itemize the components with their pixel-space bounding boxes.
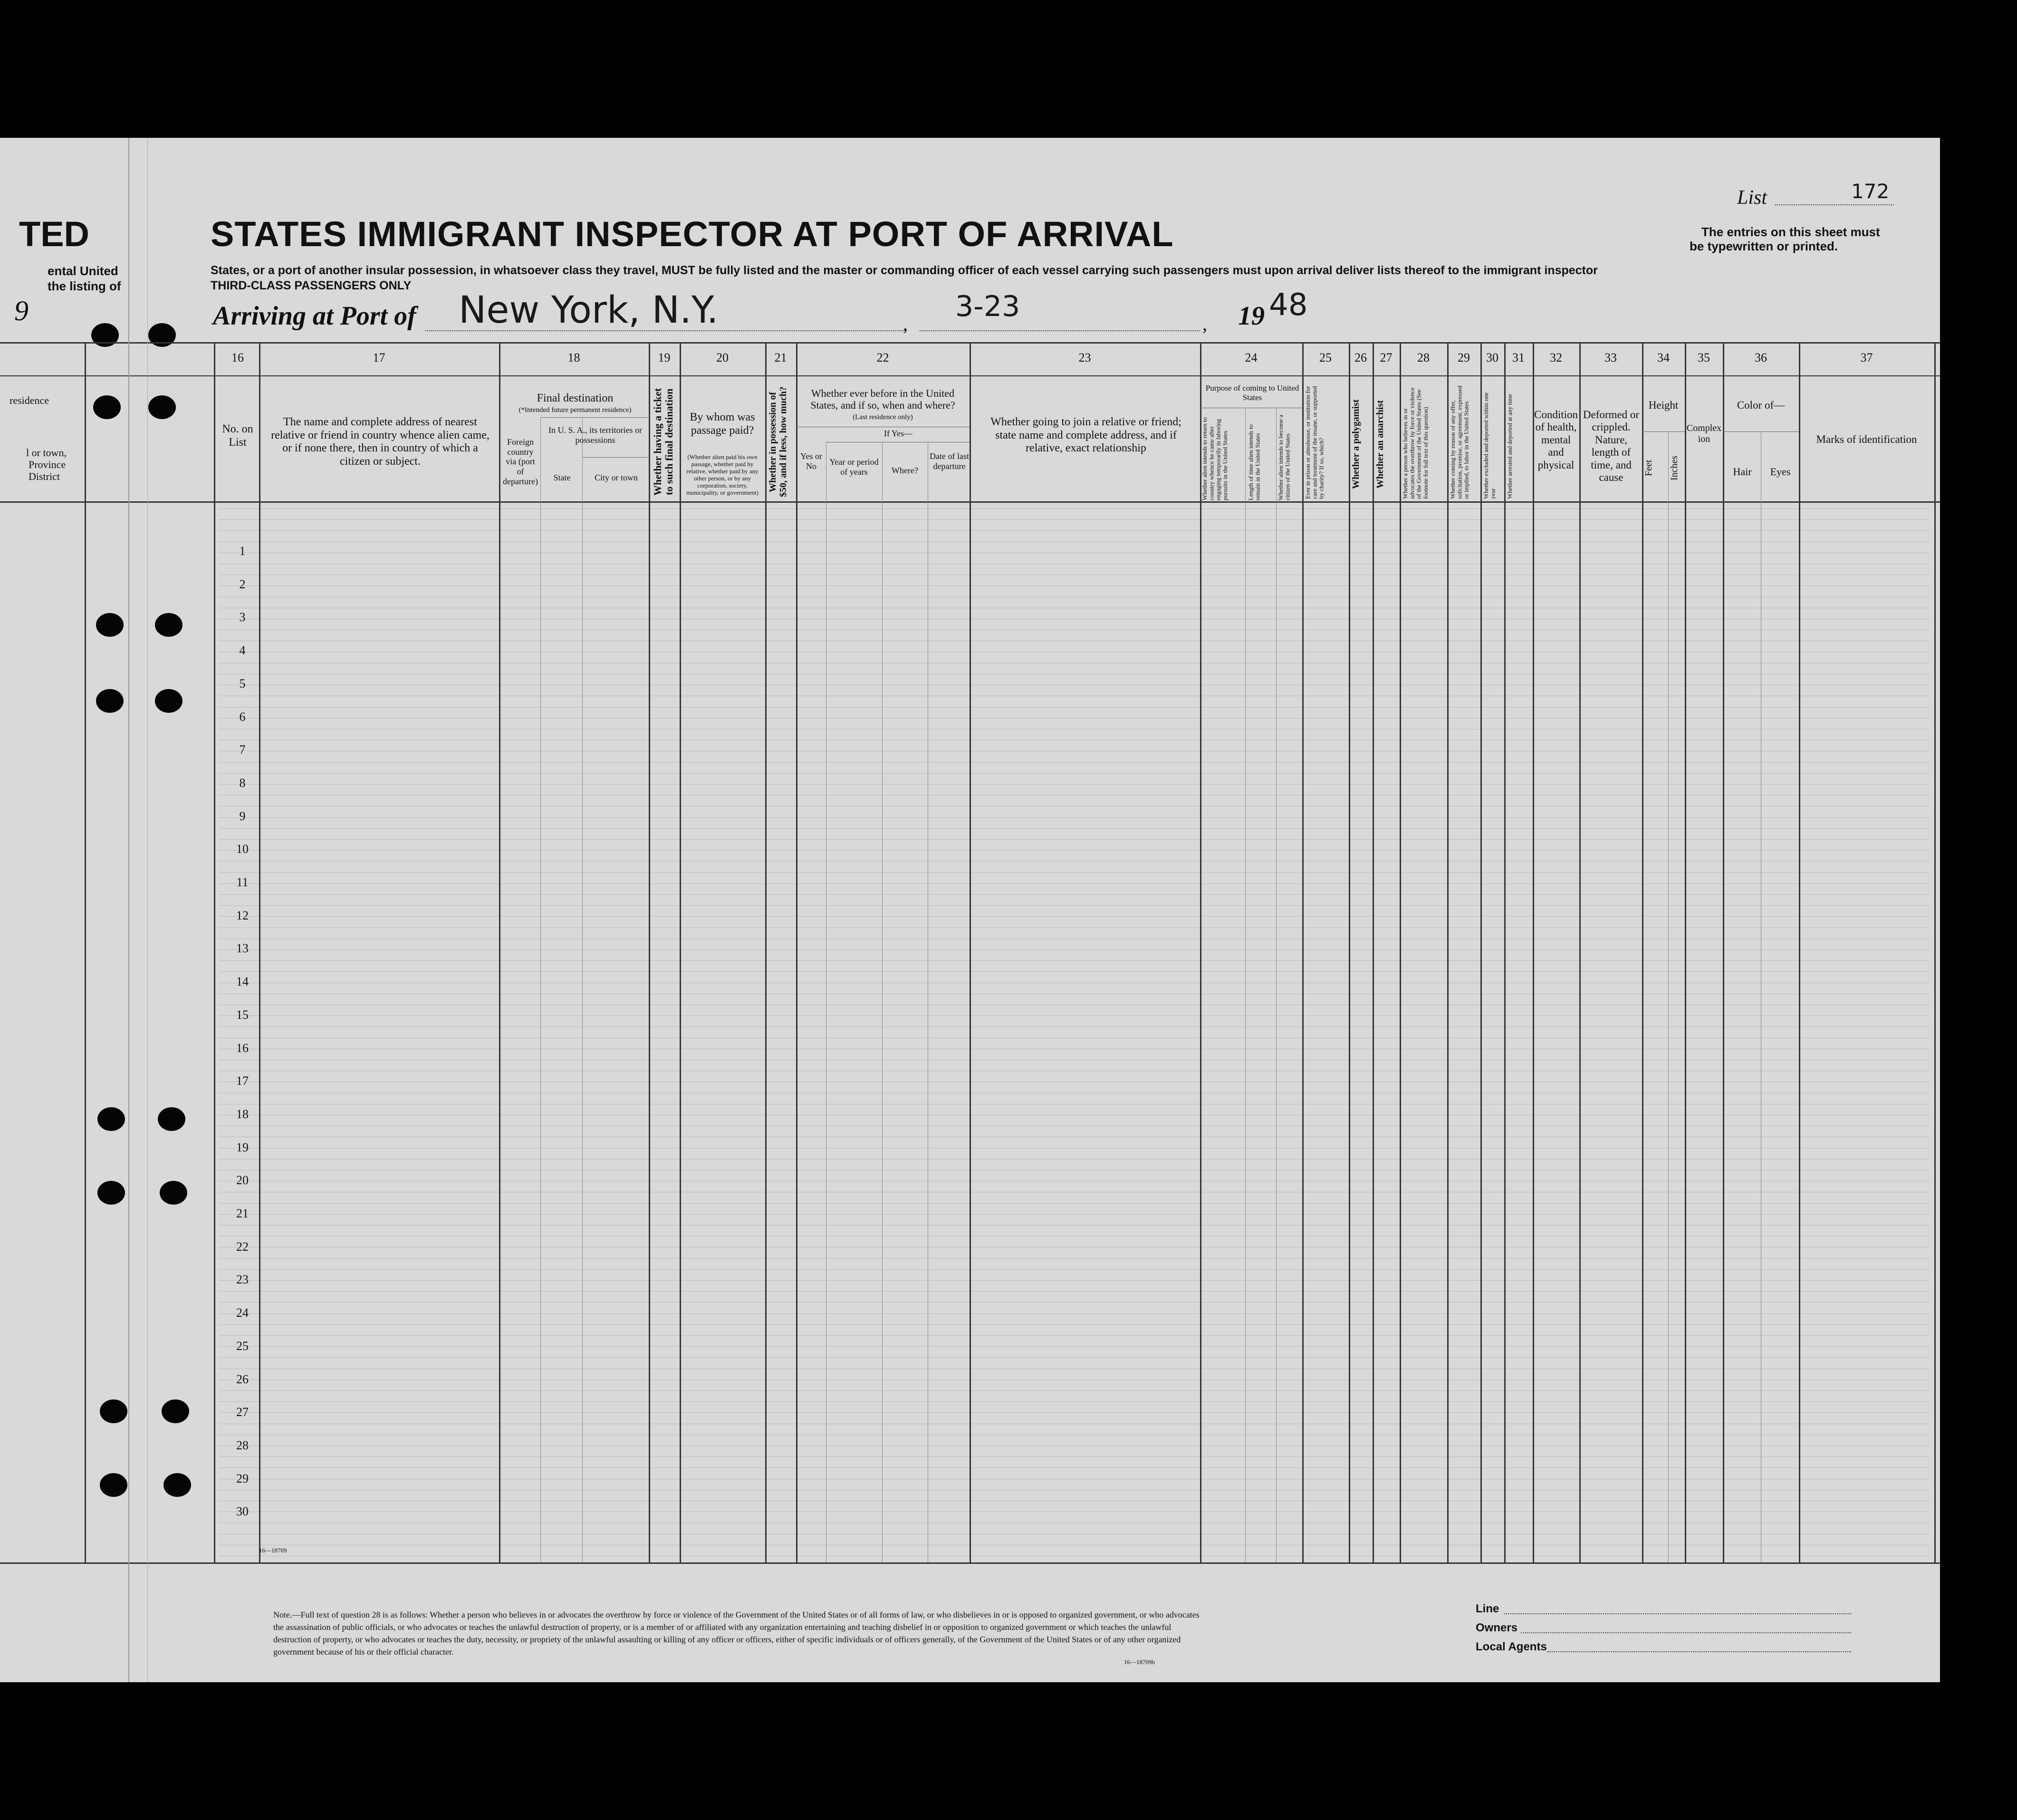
row-number: 12 bbox=[236, 908, 249, 922]
header-purpose-return: Whether alien intends to return to country whence he came after engaging temporarily in laboring pursuits in the United States bbox=[1201, 417, 1229, 500]
list-number: 172 bbox=[1851, 180, 1890, 203]
sub-rule bbox=[540, 417, 650, 418]
header-joining-relative: Whether going to join a relative or friend; state name and complete address, and if relative, exact relationship bbox=[990, 416, 1181, 455]
subtitle-line1: States, or a port of another insular possession, in whatsoever class they travel, MUST be fully listed and the master or commanding officer of each vessel carrying such passengers must upon arrival deliver lists thereof to the immigrant inspector bbox=[211, 264, 1598, 277]
date-handwritten: 3-23 bbox=[955, 290, 1020, 323]
col-line bbox=[1504, 342, 1506, 1562]
colnum-25: 25 bbox=[1319, 351, 1332, 364]
colnum-28: 28 bbox=[1417, 351, 1430, 364]
footnote-code: 16—18709b bbox=[1124, 1658, 1155, 1666]
col-line bbox=[796, 342, 797, 1562]
header-final-destination: Final destination bbox=[537, 392, 614, 404]
ruled-line bbox=[219, 850, 1930, 851]
header-complexion: Complexion bbox=[1686, 423, 1722, 444]
punch-hole bbox=[148, 395, 176, 419]
punch-hole bbox=[97, 1181, 125, 1205]
ruled-line bbox=[219, 960, 1930, 961]
header-inches: Inches bbox=[1669, 455, 1680, 481]
col-line-thin bbox=[1276, 409, 1277, 1562]
header-in-usa: In U. S. A., its territories or possessions bbox=[548, 425, 642, 445]
ruled-line bbox=[219, 1401, 1930, 1402]
header-passage-paid-sub: (Whether alien paid his own passage, whether paid by relative, whether paid by any other person, or by any corporation, society, municipality, or government) bbox=[686, 453, 759, 496]
header-marks: Marks of identification bbox=[1816, 433, 1917, 445]
ruled-line bbox=[219, 894, 1930, 895]
colnum-23: 23 bbox=[1078, 351, 1091, 364]
footer-line-dotline bbox=[1504, 1613, 1851, 1614]
list-dotline bbox=[1775, 204, 1894, 205]
residence-label: residence bbox=[10, 394, 49, 406]
row-number: 11 bbox=[236, 875, 249, 889]
row-number: 1 bbox=[239, 544, 246, 558]
colnum-17: 17 bbox=[373, 351, 385, 364]
manifest-sheet bbox=[0, 138, 1940, 1682]
header-yes-or-no: Yes or No bbox=[800, 451, 822, 471]
sub-rule bbox=[1723, 431, 1799, 432]
port-handwritten: New York, N.Y. bbox=[459, 289, 719, 332]
header-purpose-length: Length of time alien intends to remain in the United States bbox=[1247, 424, 1261, 500]
header-hair: Hair bbox=[1733, 466, 1752, 478]
row-number: 23 bbox=[236, 1273, 249, 1287]
header-feet: Feet bbox=[1643, 460, 1654, 477]
ruled-line bbox=[219, 1214, 1930, 1215]
colnum-34: 34 bbox=[1657, 351, 1670, 364]
col-line bbox=[1642, 342, 1643, 1562]
row-number: 18 bbox=[236, 1107, 249, 1121]
colnum-19: 19 bbox=[658, 351, 671, 364]
header-eyes: Eyes bbox=[1770, 466, 1791, 478]
colnum-33: 33 bbox=[1604, 351, 1617, 364]
city-label-3: District bbox=[29, 470, 60, 482]
col-line bbox=[1533, 342, 1534, 1562]
sub-rule bbox=[1642, 431, 1685, 432]
row-number: 21 bbox=[236, 1207, 249, 1220]
ruled-line bbox=[219, 1390, 1930, 1391]
ruled-line bbox=[219, 519, 1930, 520]
colnum-18: 18 bbox=[567, 351, 580, 364]
row-number: 13 bbox=[236, 941, 249, 956]
arriving-label: Arriving at Port of bbox=[213, 301, 416, 331]
subtitle-line2: THIRD-CLASS PASSENGERS ONLY bbox=[211, 279, 412, 292]
header-polygamist: Whether a polygamist bbox=[1351, 399, 1361, 489]
col-line bbox=[1200, 342, 1201, 1562]
row-number: 10 bbox=[236, 842, 249, 856]
row-number: 16 bbox=[236, 1041, 249, 1055]
header-anarchist: Whether an anarchist bbox=[1375, 400, 1385, 489]
colnum-32: 32 bbox=[1550, 351, 1562, 364]
col-line bbox=[1579, 342, 1581, 1562]
header-state: State bbox=[553, 473, 571, 482]
ruled-line bbox=[219, 1026, 1930, 1027]
ruled-line bbox=[219, 707, 1930, 708]
ruled-line bbox=[219, 1269, 1930, 1270]
punch-hole bbox=[93, 395, 121, 419]
footnote: Note.—Full text of question 28 is as follows: Whether a person who believes in or advocates the overthrow by force or violence of the Government of the United States or of all forms of law, or who disbelieves in or is opposed to organized government, or who advocates the assassination of public officials, or who advocates or teaches the unlawful destruction of property, or is a member of or affiliated with any organization entertaining and teaching disbelief in or opposition to organized government or which teaches the unlawful destruction of property, or who advocates or teaches the duty, necessity, or propriety of the unlawful assaulting or killing of any officer or officers, either of specific individuals or of officers generally, of the Government of the United States or of any other organized government because of his or their official character. bbox=[273, 1610, 1200, 1657]
colnum-16: 16 bbox=[231, 351, 244, 364]
header-ever-before-sub: (Last residence only) bbox=[853, 413, 913, 421]
ruled-line bbox=[219, 883, 1930, 884]
row-number: 8 bbox=[239, 776, 246, 790]
ruled-line bbox=[219, 1412, 1930, 1413]
punch-hole bbox=[163, 1473, 191, 1497]
ruled-line bbox=[219, 1015, 1930, 1016]
ruled-line bbox=[219, 1225, 1930, 1226]
col-line-thin bbox=[882, 442, 883, 1562]
ruled-line bbox=[219, 530, 1930, 531]
row-number: 30 bbox=[236, 1504, 249, 1519]
left-line2: the listing of bbox=[48, 279, 121, 293]
header-prison: Ever in prison or almshouse, or institution for care and treatment of the insane, or supported by charity? If so, which? bbox=[1304, 386, 1325, 499]
header-purpose-citizen: Whether alien intends to become a citizen of the United States bbox=[1277, 414, 1291, 500]
col-line bbox=[1302, 342, 1304, 1562]
punch-hole bbox=[97, 1107, 125, 1131]
col-line bbox=[1934, 342, 1936, 1562]
ruled-line bbox=[219, 971, 1930, 972]
comma-1: , bbox=[903, 313, 908, 335]
col-line bbox=[1400, 342, 1401, 1562]
ruled-line bbox=[219, 905, 1930, 906]
col-line bbox=[970, 342, 971, 1562]
header-left-fragment: TED bbox=[19, 214, 89, 254]
ruled-line bbox=[219, 817, 1930, 818]
row-number: 2 bbox=[239, 577, 246, 591]
ruled-line bbox=[219, 1313, 1930, 1314]
footer-owners-dotline bbox=[1521, 1632, 1851, 1633]
form-code: 16—18709 bbox=[259, 1547, 287, 1554]
header-deformed: Deformed or crippled. Nature, length of time, and cause bbox=[1583, 409, 1640, 484]
ruled-line bbox=[219, 861, 1930, 862]
sub-rule bbox=[582, 457, 650, 458]
header-height: Height bbox=[1648, 399, 1679, 411]
ruled-line bbox=[219, 949, 1930, 950]
year-handwritten: 48 bbox=[1269, 287, 1308, 323]
row-number: 14 bbox=[236, 975, 249, 989]
col-line-thin bbox=[540, 418, 541, 1562]
ruled-line bbox=[219, 1148, 1930, 1149]
punch-hole bbox=[155, 613, 182, 637]
header-city-or-town: City or town bbox=[594, 473, 638, 482]
row-number: 17 bbox=[236, 1074, 249, 1088]
col-line bbox=[1480, 342, 1482, 1562]
year-prefix: 19 bbox=[1238, 301, 1265, 331]
colnum-29: 29 bbox=[1458, 351, 1470, 364]
header-where: Where? bbox=[892, 466, 918, 475]
punch-hole bbox=[160, 1181, 187, 1205]
punch-hole bbox=[100, 1473, 127, 1497]
row-number: 20 bbox=[236, 1173, 249, 1188]
typewritten-note-2: be typewritten or printed. bbox=[1690, 239, 1838, 253]
punch-hole bbox=[96, 613, 124, 637]
ruled-line bbox=[219, 1291, 1930, 1292]
ruled-line bbox=[219, 872, 1930, 873]
col-line bbox=[765, 342, 767, 1562]
footer-owners-label: Owners bbox=[1476, 1621, 1518, 1634]
list-label: List bbox=[1737, 187, 1767, 209]
page-fold-line bbox=[128, 138, 129, 1682]
row-number: 28 bbox=[236, 1438, 249, 1452]
ruled-line bbox=[219, 828, 1930, 829]
col-line bbox=[1373, 342, 1374, 1562]
ruled-line bbox=[219, 1203, 1930, 1204]
ruled-line bbox=[219, 508, 1930, 509]
col-line bbox=[499, 342, 500, 1562]
col-line bbox=[1447, 342, 1449, 1562]
ruled-line bbox=[219, 762, 1930, 763]
col-line bbox=[680, 342, 681, 1562]
header-passage-paid: By whom was passage paid? bbox=[690, 411, 755, 437]
colnum-21: 21 bbox=[774, 351, 787, 364]
colnum-24: 24 bbox=[1245, 351, 1258, 364]
row-number: 25 bbox=[236, 1339, 249, 1353]
header-ever-before: Whether ever before in the United States, and if so, when and where? bbox=[810, 387, 955, 412]
colnum-37: 37 bbox=[1860, 351, 1873, 364]
colnum-27: 27 bbox=[1380, 351, 1393, 364]
date-dotline bbox=[920, 330, 1200, 331]
ruled-line bbox=[219, 1467, 1930, 1468]
footer-agents-dotline bbox=[1547, 1651, 1851, 1652]
colnum-30: 30 bbox=[1486, 351, 1498, 364]
header-foreign-country: Foreign country via (port of departure) bbox=[503, 437, 538, 486]
row-number: 22 bbox=[236, 1239, 249, 1254]
colnum-31: 31 bbox=[1512, 351, 1525, 364]
ruled-line bbox=[219, 1379, 1930, 1380]
colnum-35: 35 bbox=[1698, 351, 1710, 364]
ruled-line bbox=[219, 1456, 1930, 1457]
row-number: 29 bbox=[236, 1471, 249, 1485]
row-number: 7 bbox=[239, 743, 246, 757]
row-number: 27 bbox=[236, 1405, 249, 1419]
footer-agents-label: Local Agents bbox=[1476, 1640, 1547, 1653]
col-line-thin bbox=[1245, 409, 1246, 1562]
row-number: 6 bbox=[239, 709, 246, 724]
punch-hole bbox=[96, 689, 124, 713]
ruled-line bbox=[219, 773, 1930, 774]
ruled-line bbox=[219, 1280, 1930, 1281]
header-deported: Whether arrested and deported at any time bbox=[1506, 394, 1513, 499]
colnum-26: 26 bbox=[1354, 351, 1367, 364]
header-excluded: Whether excluded and deported within one year bbox=[1482, 392, 1497, 499]
row-number: 3 bbox=[239, 610, 246, 624]
header-relative-address: The name and complete address of nearest relative or friend in country whence alien came, or if none there, then in country of which a citizen or subject. bbox=[271, 416, 490, 468]
header-color-of: Color of— bbox=[1737, 399, 1785, 411]
ruled-line bbox=[219, 1302, 1930, 1303]
header-health: Condition of health, mental and physical bbox=[1534, 409, 1578, 471]
punch-hole bbox=[158, 1107, 185, 1131]
ruled-line bbox=[219, 1324, 1930, 1325]
row-number: 19 bbox=[236, 1140, 249, 1154]
ruled-line bbox=[219, 916, 1930, 917]
left-line1: ental United bbox=[48, 264, 118, 278]
header-offer-labor: Whether coming by reason of any offer, solicitation, promise, or agreement, expressed or implied, to labor in the United States bbox=[1449, 385, 1470, 499]
col-line bbox=[649, 342, 650, 1562]
ruled-line bbox=[219, 839, 1930, 840]
typewritten-note-1: The entries on this sheet must bbox=[1701, 225, 1880, 239]
row-number: 24 bbox=[236, 1306, 249, 1320]
col-line bbox=[1349, 342, 1350, 1562]
col-line-thin bbox=[582, 418, 583, 1562]
table-bottom-line bbox=[0, 1562, 1940, 1564]
row-number: 26 bbox=[236, 1372, 249, 1386]
form-title: STATES IMMIGRANT INSPECTOR AT PORT OF ARRIVAL bbox=[211, 214, 1174, 254]
ruled-line bbox=[219, 1335, 1930, 1336]
ruled-line bbox=[219, 1258, 1930, 1259]
city-label-2: Province bbox=[29, 459, 66, 470]
header-possession-50: Whether in possession of $50, and if less, how much? bbox=[768, 386, 788, 498]
left-col-line bbox=[85, 342, 86, 1562]
ruled-line bbox=[219, 1357, 1930, 1358]
header-date-last-departure: Date of last departure bbox=[930, 451, 969, 471]
row-number: 15 bbox=[236, 1007, 249, 1022]
ruled-line bbox=[219, 585, 1930, 586]
header-if-yes: If Yes— bbox=[884, 429, 912, 438]
row-number: 4 bbox=[239, 643, 246, 658]
city-label-1: l or town, bbox=[26, 447, 67, 459]
header-purpose: Purpose of coming to United States bbox=[1205, 383, 1299, 402]
col-line bbox=[1685, 342, 1686, 1562]
punch-hole bbox=[162, 1399, 189, 1423]
col-line-thin bbox=[1668, 432, 1669, 1562]
left-col-line bbox=[214, 342, 215, 1562]
colnum-36: 36 bbox=[1755, 351, 1767, 364]
row-number: 9 bbox=[239, 809, 246, 823]
comma-2: , bbox=[1202, 313, 1207, 335]
ruled-line bbox=[219, 784, 1930, 785]
col-line bbox=[1723, 342, 1724, 1562]
footer-line-label: Line bbox=[1476, 1602, 1499, 1615]
punch-hole bbox=[155, 689, 182, 713]
ruled-line bbox=[219, 1346, 1930, 1347]
header-year-period: Year or period of years bbox=[829, 457, 879, 477]
colnum-20: 20 bbox=[716, 351, 729, 364]
row-number: 5 bbox=[239, 676, 246, 690]
header-final-destination-sub: (*Intended future permanent residence) bbox=[519, 406, 632, 414]
colnum-22: 22 bbox=[876, 351, 889, 364]
page-fold-line bbox=[147, 138, 148, 1682]
header-overthrow: Whether a person who believes in or advocates the overthrow by force or violence of the Government of the United States (See footnote for full text of this question) bbox=[1402, 387, 1429, 499]
col-line bbox=[1799, 342, 1800, 1562]
left-line3: 9 bbox=[14, 295, 29, 326]
punch-hole bbox=[100, 1399, 127, 1423]
header-no-on-list: No. on List bbox=[222, 423, 253, 449]
header-ticket: Whether having a ticket to such final destination bbox=[652, 388, 675, 496]
